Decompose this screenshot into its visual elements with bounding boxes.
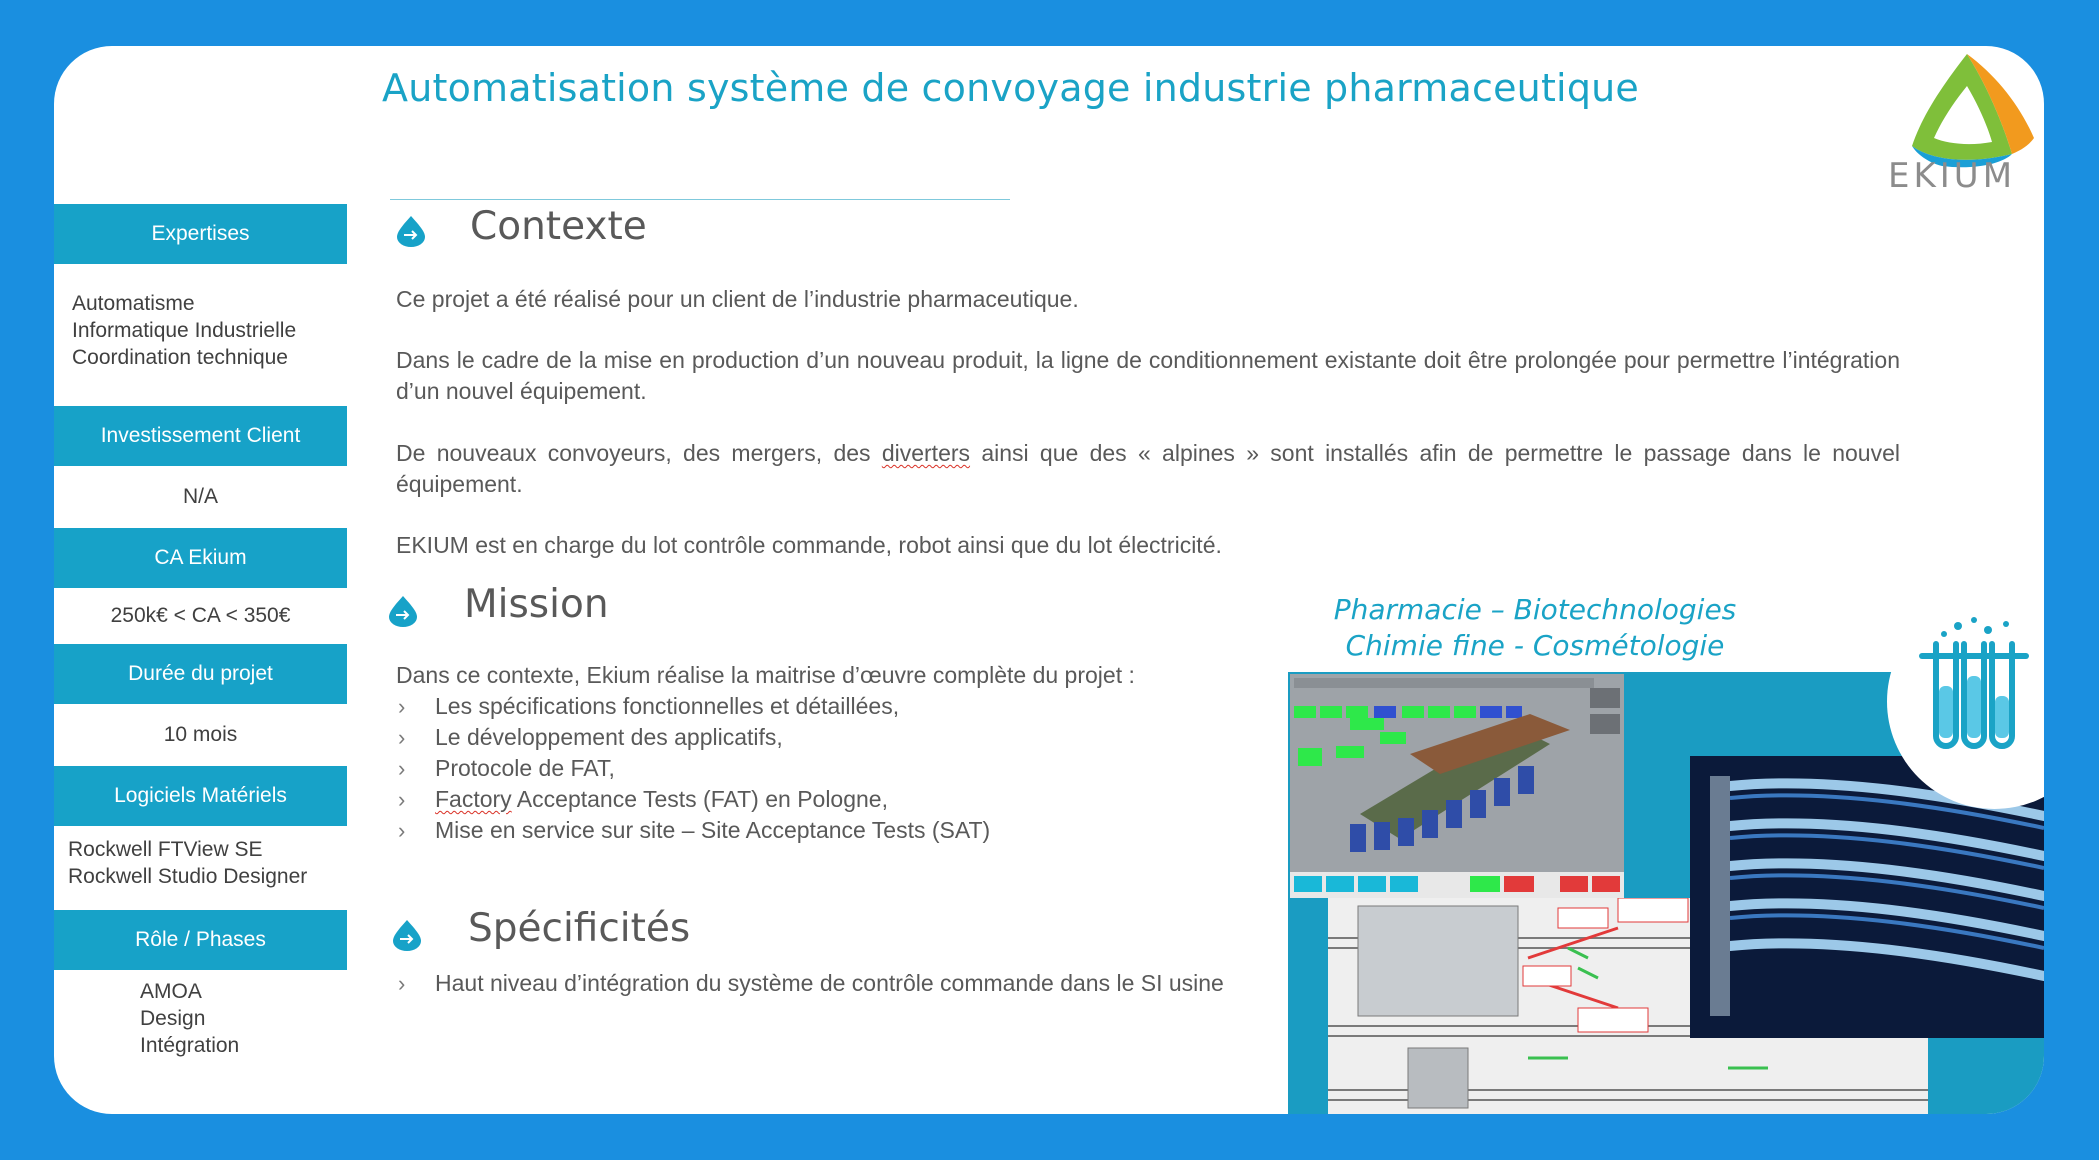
sidebar-body-role — [54, 970, 347, 1080]
expertise-item: Informatique Industrielle — [72, 319, 297, 342]
section-title-specificites: Spécificités — [468, 906, 691, 951]
role-item: AMOA — [140, 980, 202, 1003]
role-item: Intégration — [140, 1034, 240, 1057]
sidebar-body-logiciels — [54, 826, 347, 910]
sidebar-body-investissement: N/A — [182, 485, 218, 508]
list-item: › Protocole de FAT, — [396, 753, 990, 784]
logo-text: EKIUM — [1888, 156, 2017, 196]
contexte-paragraph: EKIUM est en charge du lot contrôle commande, robot ainsi que du lot électricité. — [396, 532, 1222, 558]
sidebar-body-duree: 10 mois — [163, 723, 238, 746]
mission-intro: Dans ce contexte, Ekium réalise la maitrise d’œuvre complète du projet : — [396, 662, 1135, 688]
section-divider — [390, 199, 1010, 200]
list-item: › Les spécifications fonctionnelles et détaillées, — [396, 691, 990, 722]
contexte-paragraph: De nouveaux convoyeurs, des mergers, des diverters ainsi que des « alpines » sont installés afin de permettre le passage dans le nouvel équipement. — [396, 440, 1901, 497]
sidebar-header-role: Rôle / Phases — [54, 910, 347, 970]
software-item: Rockwell FTView SE — [68, 838, 263, 861]
contexte-paragraph: Dans le cadre de la mise en production d’un nouveau produit, la ligne de conditionnement existante doit être prolongée pour permettre l’intégration d’un nouvel équipement. — [396, 347, 1900, 404]
chevron-right-icon: › — [398, 787, 406, 812]
chevron-right-icon: › — [398, 818, 406, 843]
list-item: › Le développement des applicatifs, — [396, 722, 990, 753]
section-title-contexte: Contexte — [470, 204, 647, 249]
arrow-bullet-icon — [394, 214, 428, 248]
page-title: Automatisation système de convoyage industrie pharmaceutique — [382, 66, 1640, 110]
section-title-mission: Mission — [464, 582, 609, 627]
sidebar-header-logiciels: Logiciels Matériels — [54, 766, 347, 826]
domain-label: Pharmacie – Biotechnologies Chimie fine - Cosmétologie — [1333, 593, 1737, 662]
arrow-bullet-icon — [386, 594, 420, 628]
expertise-item: Automatisme — [72, 292, 195, 315]
chevron-right-icon: › — [398, 694, 406, 719]
slide — [54, 46, 2044, 1114]
specificites-item: › Haut niveau d’intégration du système de contrôle commande dans le SI usine — [396, 968, 1296, 999]
list-item: › Factory Acceptance Tests (FAT) en Pologne, — [396, 784, 990, 815]
sidebar-body-expertises — [54, 264, 347, 406]
sidebar — [54, 204, 347, 1080]
test-tubes-icon — [1914, 616, 2034, 766]
hmi-screen-image — [1290, 674, 1624, 898]
expertise-item: Coordination technique — [72, 346, 288, 369]
mission-list — [396, 691, 990, 846]
chevron-right-icon: › — [398, 971, 406, 996]
chevron-right-icon: › — [398, 725, 406, 750]
list-item: › Mise en service sur site – Site Acceptance Tests (SAT) — [396, 815, 990, 846]
role-item: Design — [140, 1007, 206, 1030]
chevron-right-icon: › — [398, 756, 406, 781]
sidebar-header-ca: CA Ekium — [54, 528, 347, 588]
software-item: Rockwell Studio Designer — [68, 865, 308, 888]
sidebar-header-duree: Durée du projet — [54, 644, 347, 704]
sidebar-body-ca: 250k€ < CA < 350€ — [110, 604, 291, 627]
sidebar-header-expertises: Expertises — [54, 204, 347, 264]
sidebar-header-investissement: Investissement Client — [54, 406, 347, 466]
contexte-paragraph: Ce projet a été réalisé pour un client de l’industrie pharmaceutique. — [396, 286, 1079, 312]
arrow-bullet-icon — [390, 918, 424, 952]
